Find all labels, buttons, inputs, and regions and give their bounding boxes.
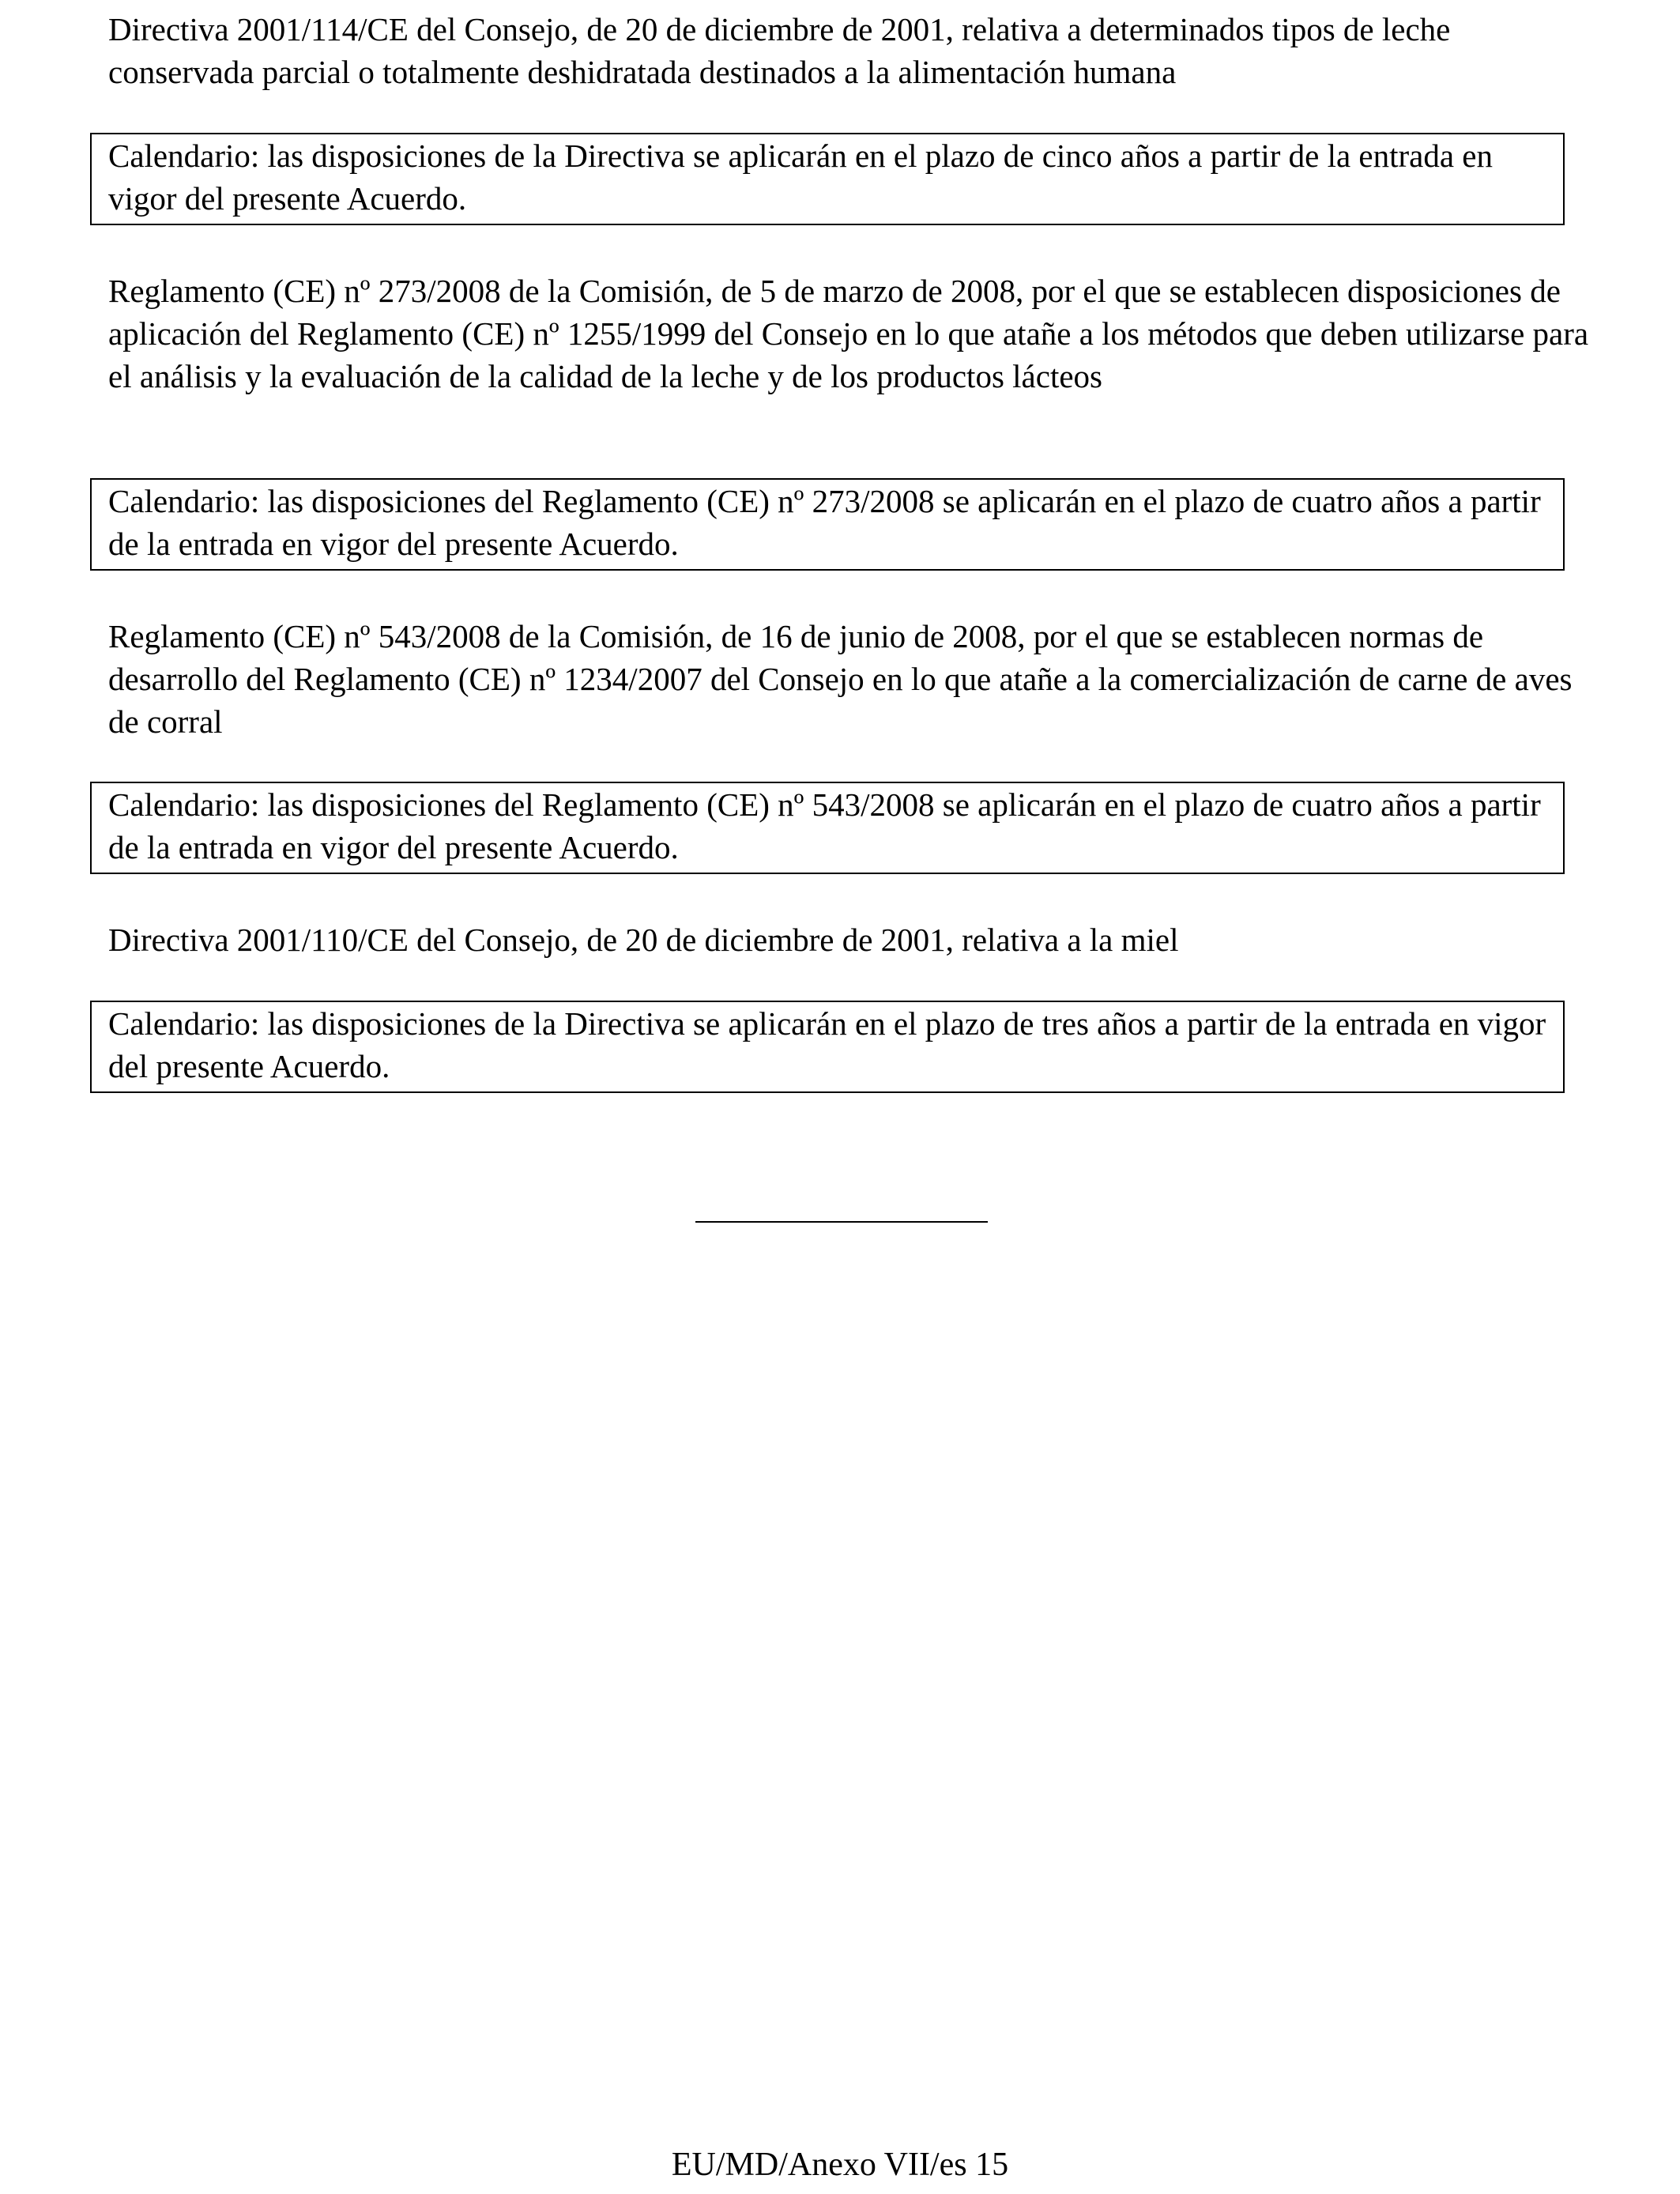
legal-act-title: Directiva 2001/114/CE del Consejo, de 20 de diciembre de 2001, relativa a determinados tipos de leche conservada parcial o totalmente deshidratada destinados a la alimentación humana bbox=[108, 11, 1451, 90]
legal-act-title: Reglamento (CE) nº 273/2008 de la Comisión, de 5 de marzo de 2008, por el que se establecen disposiciones de aplicación del Reglamento (CE) nº 1255/1999 del Consejo en lo que atañe a los métodos que deben utilizarse para el análisis y la evaluación de la calidad de la leche y de los productos lácteos bbox=[108, 273, 1589, 394]
calendar-box bbox=[90, 478, 1565, 571]
legal-act-title: Reglamento (CE) nº 543/2008 de la Comisión, de 16 de junio de 2008, por el que se establecen normas de desarrollo del Reglamento (CE) nº 1234/2007 del Consejo en lo que atañe a la comercialización de carne de aves de corral bbox=[108, 618, 1573, 740]
calendar-box bbox=[90, 782, 1565, 874]
calendar-text: Calendario: las disposiciones de la Directiva se aplicarán en el plazo de tres años a partir de la entrada en vigor del presente Acuerdo. bbox=[108, 1005, 1546, 1084]
calendar-box bbox=[90, 133, 1565, 225]
calendar-text: Calendario: las disposiciones de la Directiva se aplicarán en el plazo de cinco años a partir de la entrada en vigor del presente Acuerdo. bbox=[108, 138, 1494, 217]
legal-act-title: Directiva 2001/110/CE del Consejo, de 20 de diciembre de 2001, relativa a la miel bbox=[108, 922, 1179, 958]
page-footer: EU/MD/Anexo VII/es 15 bbox=[671, 2147, 1009, 2183]
calendar-text: Calendario: las disposiciones del Reglamento (CE) nº 543/2008 se aplicarán en el plazo de cuatro años a partir de la entrada en vigor del presente Acuerdo. bbox=[108, 786, 1541, 865]
calendar-text: Calendario: las disposiciones del Reglamento (CE) nº 273/2008 se aplicarán en el plazo de cuatro años a partir de la entrada en vigor del presente Acuerdo. bbox=[108, 483, 1541, 562]
end-separator-line bbox=[695, 1221, 988, 1223]
calendar-box bbox=[90, 1001, 1565, 1093]
